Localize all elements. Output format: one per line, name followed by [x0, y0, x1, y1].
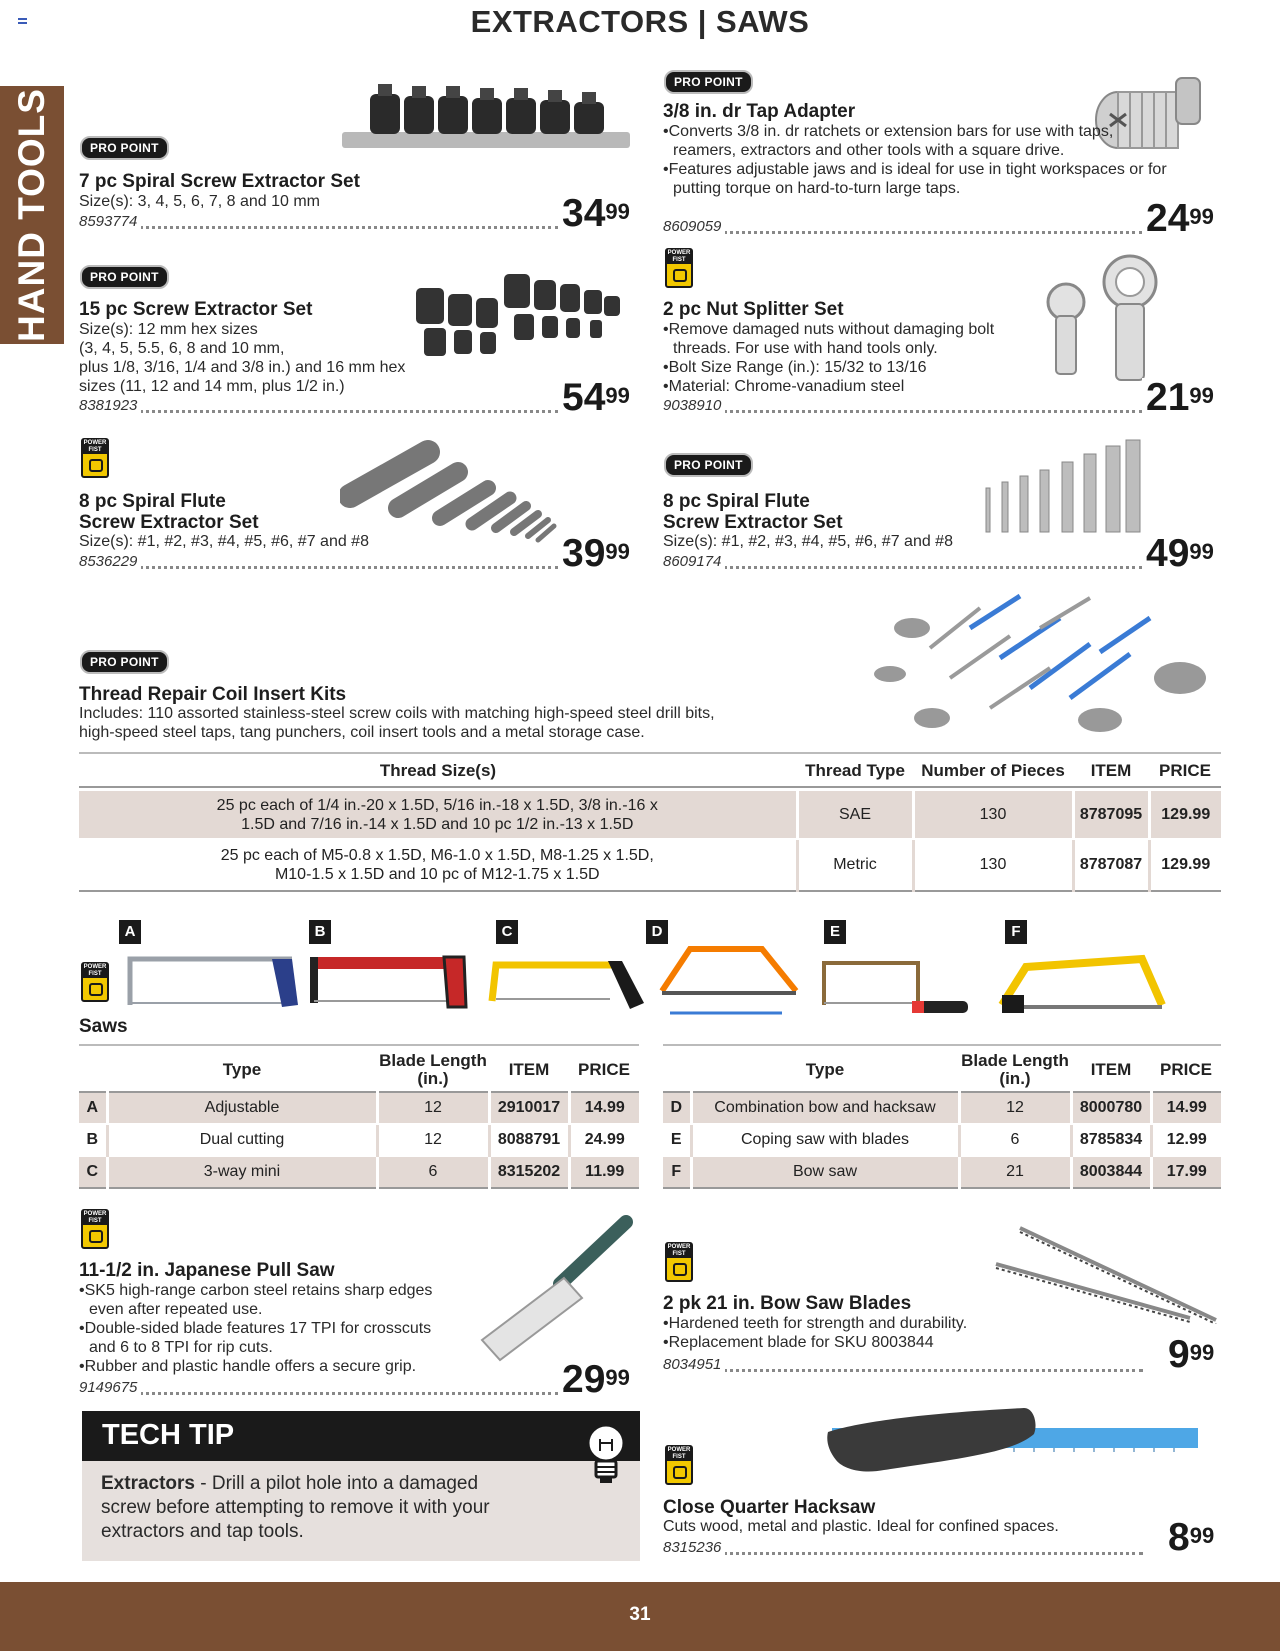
product-sku: 8609059 [663, 218, 725, 235]
product-price: $24^{99}$ [1142, 199, 1214, 239]
product-sku: 8593774 [79, 213, 141, 230]
table-row: A Adjustable 12 2910017 14.99 [79, 1092, 639, 1124]
pull-saw-image [478, 1214, 638, 1364]
saw-letter-tag: E [824, 920, 846, 944]
table-row: C 3-way mini 6 8315202 11.99 [79, 1156, 639, 1188]
leader-dots [663, 231, 1143, 234]
table-row: 25 pc each of M5-0.8 x 1.5D, M6-1.0 x 1.5D, M8-1.25 x 1.5D, M10-1.5 x 1.5D and 10 pc of M12-1.75 x 1.5D Metric 130 8787087 129.99 [79, 839, 1221, 891]
power-fist-badge: POWER FIST [665, 1242, 693, 1282]
leader-dots [79, 226, 559, 229]
page-footer [0, 1582, 1280, 1651]
product-title: 2 pc Nut Splitter Set [663, 299, 844, 320]
table-row: D Combination bow and hacksaw 12 8000780 14.99 [663, 1092, 1221, 1124]
product-size: Size(s): #1, #2, #3, #4, #5, #6, #7 and #8 [79, 533, 369, 550]
product-title: 8 pc Spiral Flute Screw Extractor Set [79, 491, 259, 533]
nut-splitter-image [1044, 254, 1164, 386]
product-sku: 8034951 [663, 1356, 725, 1373]
spiral-flute-extractor-image [982, 438, 1142, 534]
product-price: $9^{99}$ [1164, 1335, 1214, 1375]
leader-dots [79, 1392, 559, 1395]
table-row: F Bow saw 21 8003844 17.99 [663, 1156, 1221, 1188]
leader-dots [79, 566, 559, 569]
product-title: 3/8 in. dr Tap Adapter [663, 101, 856, 122]
pro-point-badge: PRO POINT [80, 650, 169, 674]
product-bullets: •Converts 3/8 in. dr ratchets or extension bars for use with taps, reamers, extractors and other tools with a square drive. •Features adjustable jaws and is ideal for use in tight workspaces or for putting torque on hard-to-turn large taps. [663, 123, 1167, 197]
table-row: 25 pc each of 1/4 in.-20 x 1.5D, 5/16 in.-18 x 1.5D, 3/8 in.-16 x 1.5D and 7/16 in.-14 x 1.5D and 10 pc 1/2 in.-13 x 1.5D SAE 130 8787095 129.99 [79, 791, 1221, 839]
product-bullets: •Remove damaged nuts without damaging bolt threads. For use with hand tools only. •Bolt Size Range (in.): 15/32 to 13/16 •Material: Chrome-vanadium steel [663, 321, 995, 395]
product-title: 8 pc Spiral Flute Screw Extractor Set [663, 491, 843, 533]
saw-letter-tag: D [646, 920, 668, 944]
product-sku: 8536229 [79, 553, 141, 570]
col-header: Thread Type [805, 760, 905, 780]
power-fist-badge: POWER FIST [81, 438, 109, 478]
product-sku: 8381923 [79, 397, 141, 414]
table-top-rule [663, 1044, 1221, 1046]
pro-point-badge: PRO POINT [664, 70, 753, 94]
pro-point-badge: PRO POINT [664, 453, 753, 477]
product-title: 15 pc Screw Extractor Set [79, 299, 313, 320]
col-header: Thread Size(s) [379, 760, 497, 780]
saws-title: Saws [79, 1016, 128, 1037]
product-price: $21^{99}$ [1142, 378, 1214, 418]
leader-dots [663, 1552, 1143, 1555]
screw-extractor-set-image [414, 270, 626, 362]
table-top-rule [79, 1044, 639, 1046]
saw-letter-tag: C [496, 920, 518, 944]
product-price: $8^{99}$ [1164, 1518, 1214, 1558]
product-bullets: •SK5 high-range carbon steel retains sharp edges even after repeated use. •Double-sided blade features 17 TPI for crosscuts and 6 to 8 TPI for rip cuts. •Rubber and plastic handle offers a secure grip. [79, 1282, 433, 1375]
pro-point-badge: PRO POINT [80, 136, 169, 160]
section-tab-label: HAND TOOLS [11, 88, 52, 342]
col-header: PRICE [1159, 760, 1211, 780]
power-fist-badge: POWER FIST [665, 248, 693, 288]
product-price: $54^{99}$ [558, 378, 630, 418]
tech-tip-header: TECH TIP [82, 1411, 640, 1461]
section-tab [0, 86, 64, 344]
product-title: 11-1/2 in. Japanese Pull Saw [79, 1260, 335, 1281]
table-top-rule [79, 752, 1221, 754]
leader-dots [663, 410, 1143, 413]
saw-letter-tag: F [1005, 920, 1027, 944]
pro-point-badge: PRO POINT [80, 265, 169, 289]
product-desc: Cuts wood, metal and plastic. Ideal for confined spaces. [663, 1518, 1059, 1535]
product-desc: Size(s): 12 mm hex sizes (3, 4, 5, 5.5, 6, 8 and 10 mm, plus 1/8, 3/16, 1/4 and 3/8 in.) and 16 mm hex sizes (11, 12 and 14 mm, plus 1/2 in.) [79, 321, 406, 395]
col-header: Number of Pieces [921, 760, 1065, 780]
product-sku: 9149675 [79, 1379, 141, 1396]
tech-tip-text: Extractors - Drill a pilot hole into a damaged screw before attempting to remove it with your extractors and tap tools. [101, 1473, 490, 1542]
saws-images [122, 945, 1222, 1025]
power-fist-badge: POWER FIST [81, 962, 109, 1002]
saws-table-left: Type Blade Length (in.) ITEM PRICE A Adjustable 12 2910017 14.99 B Dual cutting 12 8088791 24.99 C 3-way mini 6 8315202 11.99 [79, 1048, 639, 1189]
page-number: 31 [629, 1604, 651, 1625]
spiral-extractor-set-image [340, 84, 632, 164]
product-sku: 8609174 [663, 553, 725, 570]
product-bullets: •Hardened teeth for strength and durability. •Replacement blade for SKU 8003844 [663, 1315, 968, 1351]
thread-kit-title: Thread Repair Coil Insert Kits [79, 684, 347, 705]
page-title: EXTRACTORS | SAWS [470, 4, 810, 39]
bow-saw-blades-image [990, 1224, 1220, 1324]
product-title: 2 pk 21 in. Bow Saw Blades [663, 1293, 912, 1314]
product-price: $39^{99}$ [558, 534, 630, 574]
product-price: $49^{99}$ [1142, 534, 1214, 574]
product-price: $34^{99}$ [558, 194, 630, 234]
table-row: B Dual cutting 12 8088791 24.99 [79, 1124, 639, 1156]
power-fist-badge: POWER FIST [665, 1445, 693, 1485]
table-row: E Coping saw with blades 6 8785834 12.99 [663, 1124, 1221, 1156]
thread-kit-desc: Includes: 110 assorted stainless-steel screw coils with matching high-speed steel drill bits, high-speed steel taps, tang punchers, coil insert tools and a metal storage case. [79, 705, 715, 741]
leader-dots [663, 566, 1143, 569]
thread-kit-table [79, 755, 1221, 892]
product-sku: 9038910 [663, 397, 725, 414]
saw-letter-tag: A [119, 920, 141, 944]
thread-repair-kit-image [870, 588, 1210, 738]
col-header: ITEM [1090, 760, 1132, 780]
product-size: Size(s): #1, #2, #3, #4, #5, #6, #7 and #8 [663, 533, 953, 550]
close-quarter-hacksaw-image [824, 1404, 1204, 1484]
saw-letter-tag: B [309, 920, 331, 944]
leader-dots [663, 1369, 1143, 1372]
product-size: Size(s): 3, 4, 5, 6, 7, 8 and 10 mm [79, 193, 320, 210]
power-fist-badge: POWER FIST [81, 1209, 109, 1249]
product-title: Close Quarter Hacksaw [663, 1497, 876, 1518]
spiral-flute-extractor-image [340, 436, 560, 544]
product-price: $29^{99}$ [558, 1360, 630, 1400]
leader-dots [79, 410, 559, 413]
saws-table-right: Type Blade Length (in.) ITEM PRICE D Combination bow and hacksaw 12 8000780 14.99 E Coping saw with blades 6 8785834 12.99 F Bow saw 21 8003844 17.99 [663, 1048, 1221, 1189]
product-title: 7 pc Spiral Screw Extractor Set [79, 171, 360, 192]
product-sku: 8315236 [663, 1539, 725, 1556]
